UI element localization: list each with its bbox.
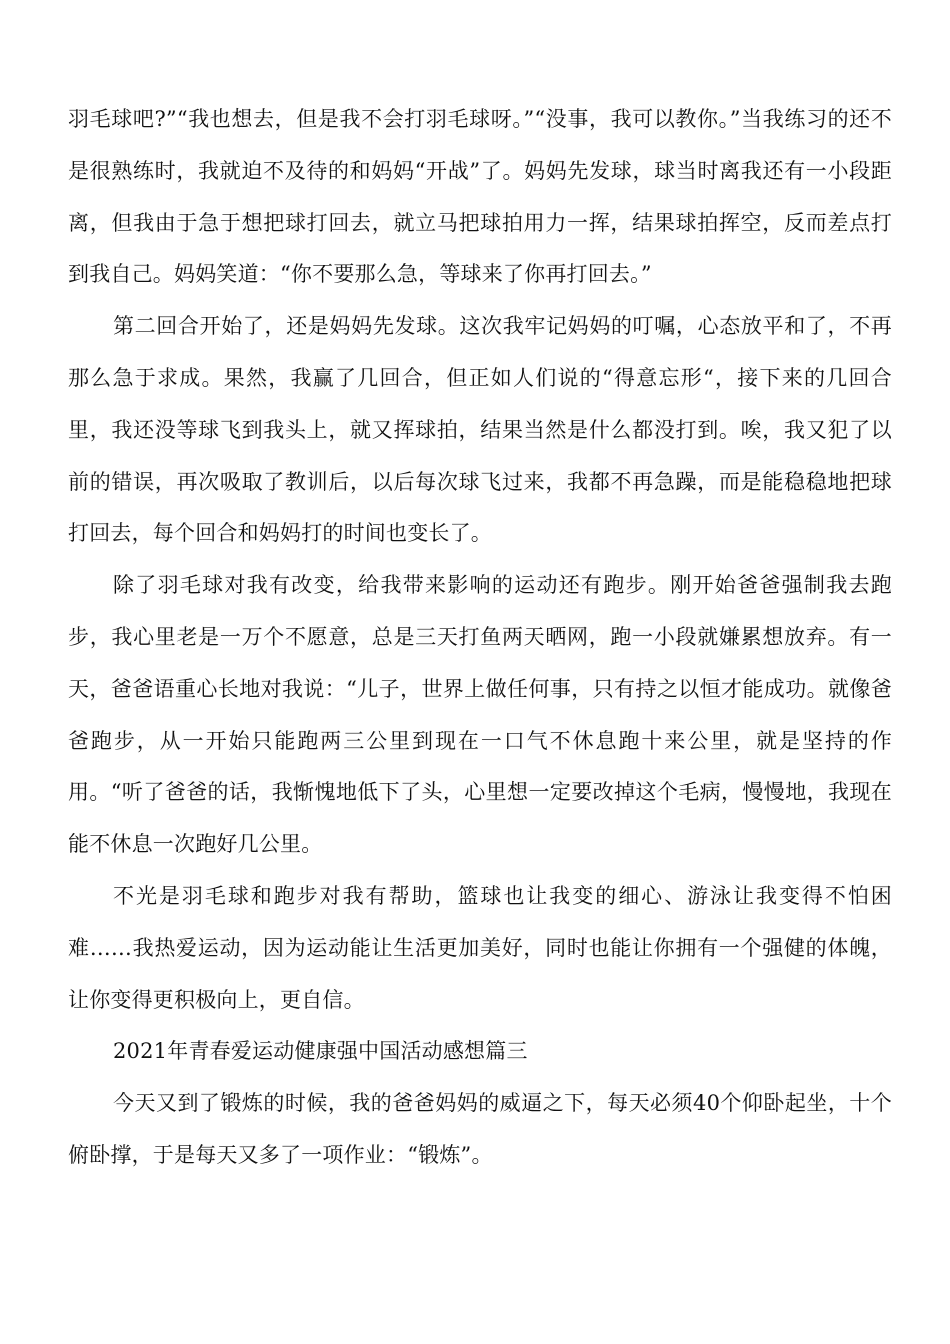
paragraph-5: 今天又到了锻炼的时候，我的爸爸妈妈的威逼之下，每天必须40个仰卧起坐，十个俯卧撑，于是每天又多了一项作业：“锻炼”。 xyxy=(68,1091,892,1167)
paragraph-4: 不光是羽毛球和跑步对我有帮助，篮球也让我变的细心、游泳让我变得不怕困难……我热爱运动，因为运动能让生活更加美好，同时也能让你拥有一个强健的体魄，让你变得更积极向上，更自信。 xyxy=(68,883,892,1012)
section-heading: 2021年青春爱运动健康强中国活动感想篇三 xyxy=(113,1039,528,1064)
document-page xyxy=(68,94,892,1182)
paragraph-2: 第二回合开始了，还是妈妈先发球。这次我牢记妈妈的叮嘱，心态放平和了，不再那么急于求成。果然，我赢了几回合，但正如人们说的“得意忘形“，接下来的几回合里，我还没等球飞到我头上，就又挥球拍，结果当然是什么都没打到。唉，我又犯了以前的错误，再次吸取了教训后，以后每次球飞过来，我都不再急躁，而是能稳稳地把球打回去，每个回合和妈妈打的时间也变长了。 xyxy=(68,314,892,546)
paragraph-3: 除了羽毛球对我有改变，给我带来影响的运动还有跑步。刚开始爸爸强制我去跑步，我心里老是一万个不愿意，总是三天打鱼两天晒网，跑一小段就嫌累想放弃。有一天，爸爸语重心长地对我说：“儿子，世界上做任何事，只有持之以恒才能成功。就像爸爸跑步，从一开始只能跑两三公里到现在一口气不休息跑十来公里，就是坚持的作用。“听了爸爸的话，我惭愧地低下了头，心里想一定要改掉这个毛病，慢慢地，我现在能不休息一次跑好几公里。 xyxy=(68,573,892,857)
paragraph-1: 羽毛球吧?”“我也想去，但是我不会打羽毛球呀。”“没事，我可以教你。”当我练习的还不是很熟练时，我就迫不及待的和妈妈“开战”了。妈妈先发球，球当时离我还有一小段距离，但我由于急于想把球打回去，就立马把球拍用力一挥，结果球拍挥空，反而差点打到我自己。妈妈笑道：“你不要那么急，等球来了你再打回去。” xyxy=(68,107,892,287)
